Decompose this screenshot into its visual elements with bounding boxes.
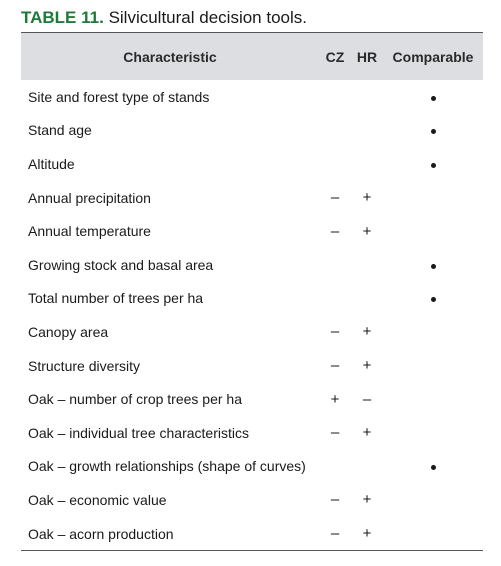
cell-characteristic: Oak – growth relationships (shape of curves) — [28, 458, 306, 475]
header-comparable: Comparable — [383, 33, 483, 81]
cell-characteristic: Canopy area — [28, 323, 109, 340]
decision-tools-table-container — [21, 32, 483, 551]
table-row — [21, 181, 483, 215]
cell-comparable — [383, 483, 483, 517]
table-row — [21, 80, 483, 114]
cell-cz — [319, 517, 351, 551]
comparable-bullet-icon — [431, 163, 436, 168]
table-row — [21, 315, 483, 349]
table-row — [21, 147, 483, 181]
table-row — [21, 517, 483, 551]
cell-hr — [351, 147, 383, 181]
comparable-bullet-icon — [431, 264, 436, 269]
header-cz: CZ — [319, 33, 351, 81]
cell-comparable — [383, 517, 483, 551]
cell-characteristic: Stand age — [28, 122, 92, 139]
comparable-bullet-icon — [431, 465, 436, 470]
cell-cz — [319, 80, 351, 114]
cell-hr — [351, 282, 383, 316]
cell-cz — [319, 181, 351, 215]
cell-comparable — [383, 315, 483, 349]
hr-mark: + — [362, 424, 372, 442]
cell-comparable — [383, 416, 483, 450]
table-caption-label: TABLE 11. — [21, 8, 104, 27]
cell-cz — [319, 147, 351, 181]
cell-cz — [319, 382, 351, 416]
hr-mark: + — [362, 323, 372, 341]
cell-characteristic: Annual temperature — [28, 223, 151, 240]
cell-hr — [351, 80, 383, 114]
table-row — [21, 214, 483, 248]
cell-comparable — [383, 450, 483, 484]
cell-cz — [319, 483, 351, 517]
table-body — [21, 80, 483, 551]
cell-comparable — [383, 282, 483, 316]
cell-characteristic: Oak – individual tree characteristics — [28, 424, 249, 441]
cell-characteristic: Oak – number of crop trees per ha — [28, 391, 242, 408]
table-row — [21, 349, 483, 383]
cell-comparable — [383, 80, 483, 114]
table-row — [21, 450, 483, 484]
table-header — [21, 33, 483, 81]
cell-characteristic: Site and forest type of stands — [28, 88, 210, 105]
cell-characteristic: Structure diversity — [28, 357, 141, 374]
cell-cz — [319, 114, 351, 148]
cell-characteristic: Annual precipitation — [28, 189, 151, 206]
cell-comparable — [383, 248, 483, 282]
table-caption — [21, 7, 307, 29]
cell-cz — [319, 349, 351, 383]
table-row — [21, 248, 483, 282]
cell-comparable — [383, 214, 483, 248]
cell-characteristic: Oak – acorn production — [21, 517, 319, 551]
cell-comparable — [383, 181, 483, 215]
cz-mark: + — [330, 390, 340, 408]
cell-comparable — [383, 114, 483, 148]
table-row — [21, 114, 483, 148]
cz-mark: – — [330, 357, 340, 375]
header-characteristic: Characteristic — [21, 33, 319, 81]
cell-cz — [319, 282, 351, 316]
hr-mark: + — [362, 222, 372, 240]
cell-cz — [319, 416, 351, 450]
hr-mark: + — [362, 189, 372, 207]
cell-characteristic: Growing stock and basal area — [28, 256, 214, 273]
cell-hr — [351, 114, 383, 148]
cell-comparable — [383, 382, 483, 416]
cell-hr — [351, 349, 383, 383]
cz-mark: – — [330, 491, 340, 509]
table-caption-text: Silvicultural decision tools. — [108, 8, 307, 27]
cell-cz — [319, 450, 351, 484]
table-row — [21, 483, 483, 517]
cell-hr — [351, 248, 383, 282]
cell-hr — [351, 483, 383, 517]
cz-mark: – — [330, 424, 340, 442]
table-row — [21, 416, 483, 450]
header-row — [21, 33, 483, 81]
table-row — [21, 382, 483, 416]
hr-mark: + — [362, 357, 372, 375]
cell-hr — [351, 181, 383, 215]
comparable-bullet-icon — [431, 129, 436, 134]
comparable-bullet-icon — [431, 297, 436, 302]
cell-hr — [351, 214, 383, 248]
cz-mark: – — [330, 525, 340, 543]
cz-mark: – — [330, 222, 340, 240]
hr-mark: + — [362, 525, 372, 543]
cell-hr — [351, 416, 383, 450]
cell-hr — [351, 382, 383, 416]
decision-tools-table — [21, 32, 483, 551]
cell-hr — [351, 517, 383, 551]
hr-mark: – — [362, 390, 372, 408]
cell-characteristic: Oak – economic value — [28, 491, 167, 508]
cell-comparable — [383, 147, 483, 181]
cell-cz — [319, 214, 351, 248]
cell-characteristic: Altitude — [28, 155, 75, 172]
cz-mark: – — [330, 323, 340, 341]
hr-mark: + — [362, 491, 372, 509]
cell-characteristic: Total number of trees per ha — [28, 290, 204, 307]
comparable-bullet-icon — [431, 96, 436, 101]
cell-cz — [319, 315, 351, 349]
cell-comparable — [383, 349, 483, 383]
table-row — [21, 282, 483, 316]
cz-mark: – — [330, 189, 340, 207]
header-hr: HR — [351, 33, 383, 81]
cell-cz — [319, 248, 351, 282]
cell-hr — [351, 450, 383, 484]
cell-hr — [351, 315, 383, 349]
